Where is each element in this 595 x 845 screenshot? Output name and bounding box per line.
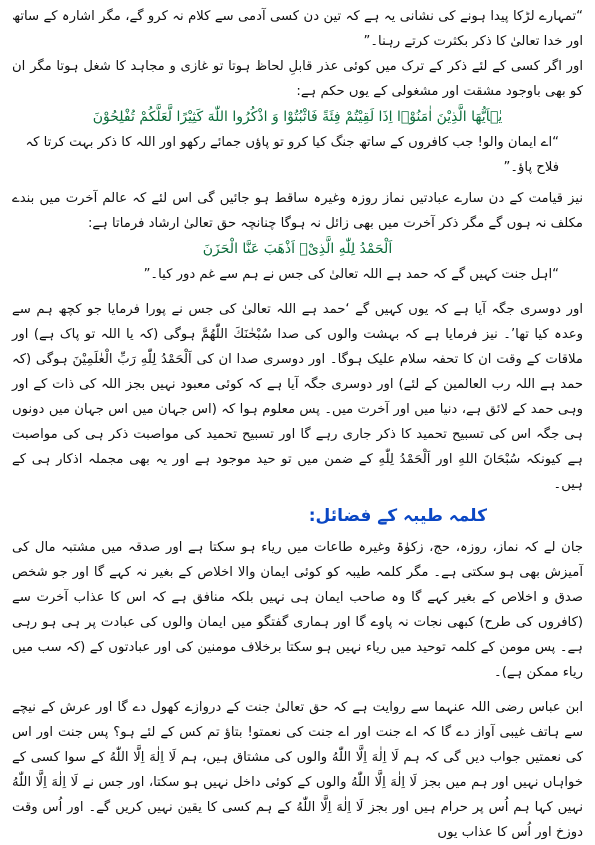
section-heading-kalima-fazail: کلمہ طیبہ کے فضائل: bbox=[308, 506, 487, 526]
paragraph-qiyamat: نیز قیامت کے دن سارے عبادتیں نماز روزہ وغیرہ ساقط ہو جائیں گی اس لئے کہ عالم آخرت میں بندے مکلف نہ ہوں گے مگر ذکر آخرت میں بھی زائل نہ ہوگا چنانچہ حق تعالیٰ ارشاد فرماتا ہے: bbox=[12, 191, 583, 231]
quran-verse-fatir: اَلْحَمْدُ لِلّٰهِ الَّذِیْۤ اَذْهَبَ عَنَّا الْحَزَنَ bbox=[202, 241, 393, 257]
verse-translation-anfal: “اے ایمان والو! جب کافروں کے ساتھ جنگ کیا کرو تو پاؤں جمائے رکھو اور اللہ کا ذکر بہت کرتا کہ فلاح پاؤ۔” bbox=[25, 135, 559, 175]
quran-verse-anfal: یٰۤاَیُّهَا الَّذِیْنَ اٰمَنُوْۤا اِذَا لَقِیْتُمْ فِئَةً فَاثْبُتُوْا وَ اذْكُرُوا اللّٰهَ كَثِیْرًا لَّعَلَّكُمْ تُفْلِحُوْنَ bbox=[92, 109, 503, 125]
paragraph-zakariya-sign: “تمہارے لڑکا پیدا ہونے کی نشانی یہ ہے کہ تین دن کسی آدمی سے کلام نہ کرو گے، مگر اشارہ کے ساتھ اور خدا تعالیٰ کا ذکر بکثرت کرتے رہنا۔” bbox=[12, 9, 583, 49]
paragraph-kalima-riya: جان لے کہ نماز، روزہ، حج، زکوٰۃ وغیرہ طاعات میں ریاء ہو سکتا ہے اور صدقہ میں مشتبہ مال کی آمیزش بھی ہو سکتی ہے۔ مگر کلمہ طیبہ کو کوئی ایمان والا اخلاص کے بغیر نہ کہے گا اور جو شخص صدق و اخلاص کے بغیر کہے گا وہ صاحب ایمان ہی نہیں بلکہ منافق ہے کہ اس کا عذاب آخرت سے (کافروں کی طرح) کبھی نجات نہ پاوے گا اور ہماری گفتگو میں ایمان والوں کی عبادت پر ہی ہو رہی ہے۔ پس مومن کے کلمہ توحید میں ریاء نہیں ہو سکتا برخلاف مومنین کی اور عبادتوں کے (کہ سب میں ریاء ممکن ہے)۔ bbox=[12, 540, 583, 680]
paragraph-ibn-abbas: ابن عباس رضی اللہ عنہما سے روایت ہے کہ حق تعالیٰ جنت کے دروازے کھول دے گا اور عرش کے نیچے سے ہاتف غیبی آواز دے گا کہ اے جنت اور اے جنت کی نعمتو! بتاؤ تم کس کے لئے ہو؟ پس جنت اور اس کی نعمتیں جواب دیں گی کہ ہم لَا اِلٰهَ اِلَّا اللّٰهُ والوں کی مشتاق ہیں، ہم لَا اِلٰهَ اِلَّا اللّٰهُ کے سوا کسی کے خواہاں نہیں اور ہم میں بجز لَا اِلٰهَ اِلَّا اللّٰهُ والوں کے کوئی داخل نہیں ہو سکتا، اور جس نے لَا اِلٰهَ اِلَّا اللّٰهُ نہیں کہا ہم اُس پر حرام ہیں اور بجز لَا اِلٰهَ اِلَّا اللّٰهُ کے ہم کسی کا یقین نہیں کریں گے۔ اور اُس وقت دوزخ اور اُس کا عذاب یوں bbox=[12, 700, 583, 840]
paragraph-ahl-jannat: اور دوسری جگہ آیا ہے کہ یوں کہیں گے ‘حمد ہے اللہ تعالیٰ کی جس نے پورا فرمایا جو کچھ ہم سے وعدہ کیا تھا’۔ نیز فرمایا ہے کہ بہشت والوں کی صدا سُبْحٰنَكَ اللّٰهُمَّ ہوگی (کہ یا اللہ تو پاک ہے) اور ملاقات کے وقت ان کا تحفہ سلام علیک ہوگا۔ اور دوسری صدا ان کی اَلْحَمْدُ لِلّٰهِ رَبِّ الْعٰلَمِیْنَ ہوگی (کہ حمد ہے اللہ رب العالمین کے لئے) اور دوسری جگہ آیا ہے کہ کوئی معبود نہیں بجز اللہ کی ذات کے اور وہی حمد کے لائق ہے، دنیا میں اور آخرت میں۔ پس معلوم ہوا کہ (اس جہان میں اس جہان میں دونوں ہی جگہ اس کی تسبیح تحمید کا ذکر جاری رہے گا اور تسبیح تحمید کی مواصبت ذکر ہی کی مواصبت ہے کیونکہ سُبْحَانَ اللهِ اور اَلْحَمْدُ لِلّٰهِ کے ضمن میں تو حید موجود ہے اور یہ بھی مجملہ اذکار ہی کے ہیں۔ bbox=[12, 302, 583, 492]
paragraph-ghazi-command: اور اگر کسی کے لئے ذکر کے ترک میں کوئی عذر قابلِ لحاظ ہوتا تو غازی و مجاہد کا شغل ہوتا مگر ان کو بھی باوجود مشقت اور مشغولی کے یوں حکم ہے: bbox=[12, 59, 583, 99]
verse-translation-fatir: “اہل جنت کہیں گے کہ حمد ہے اللہ تعالیٰ کی جس نے ہم سے غم دور کیا۔” bbox=[143, 267, 559, 282]
